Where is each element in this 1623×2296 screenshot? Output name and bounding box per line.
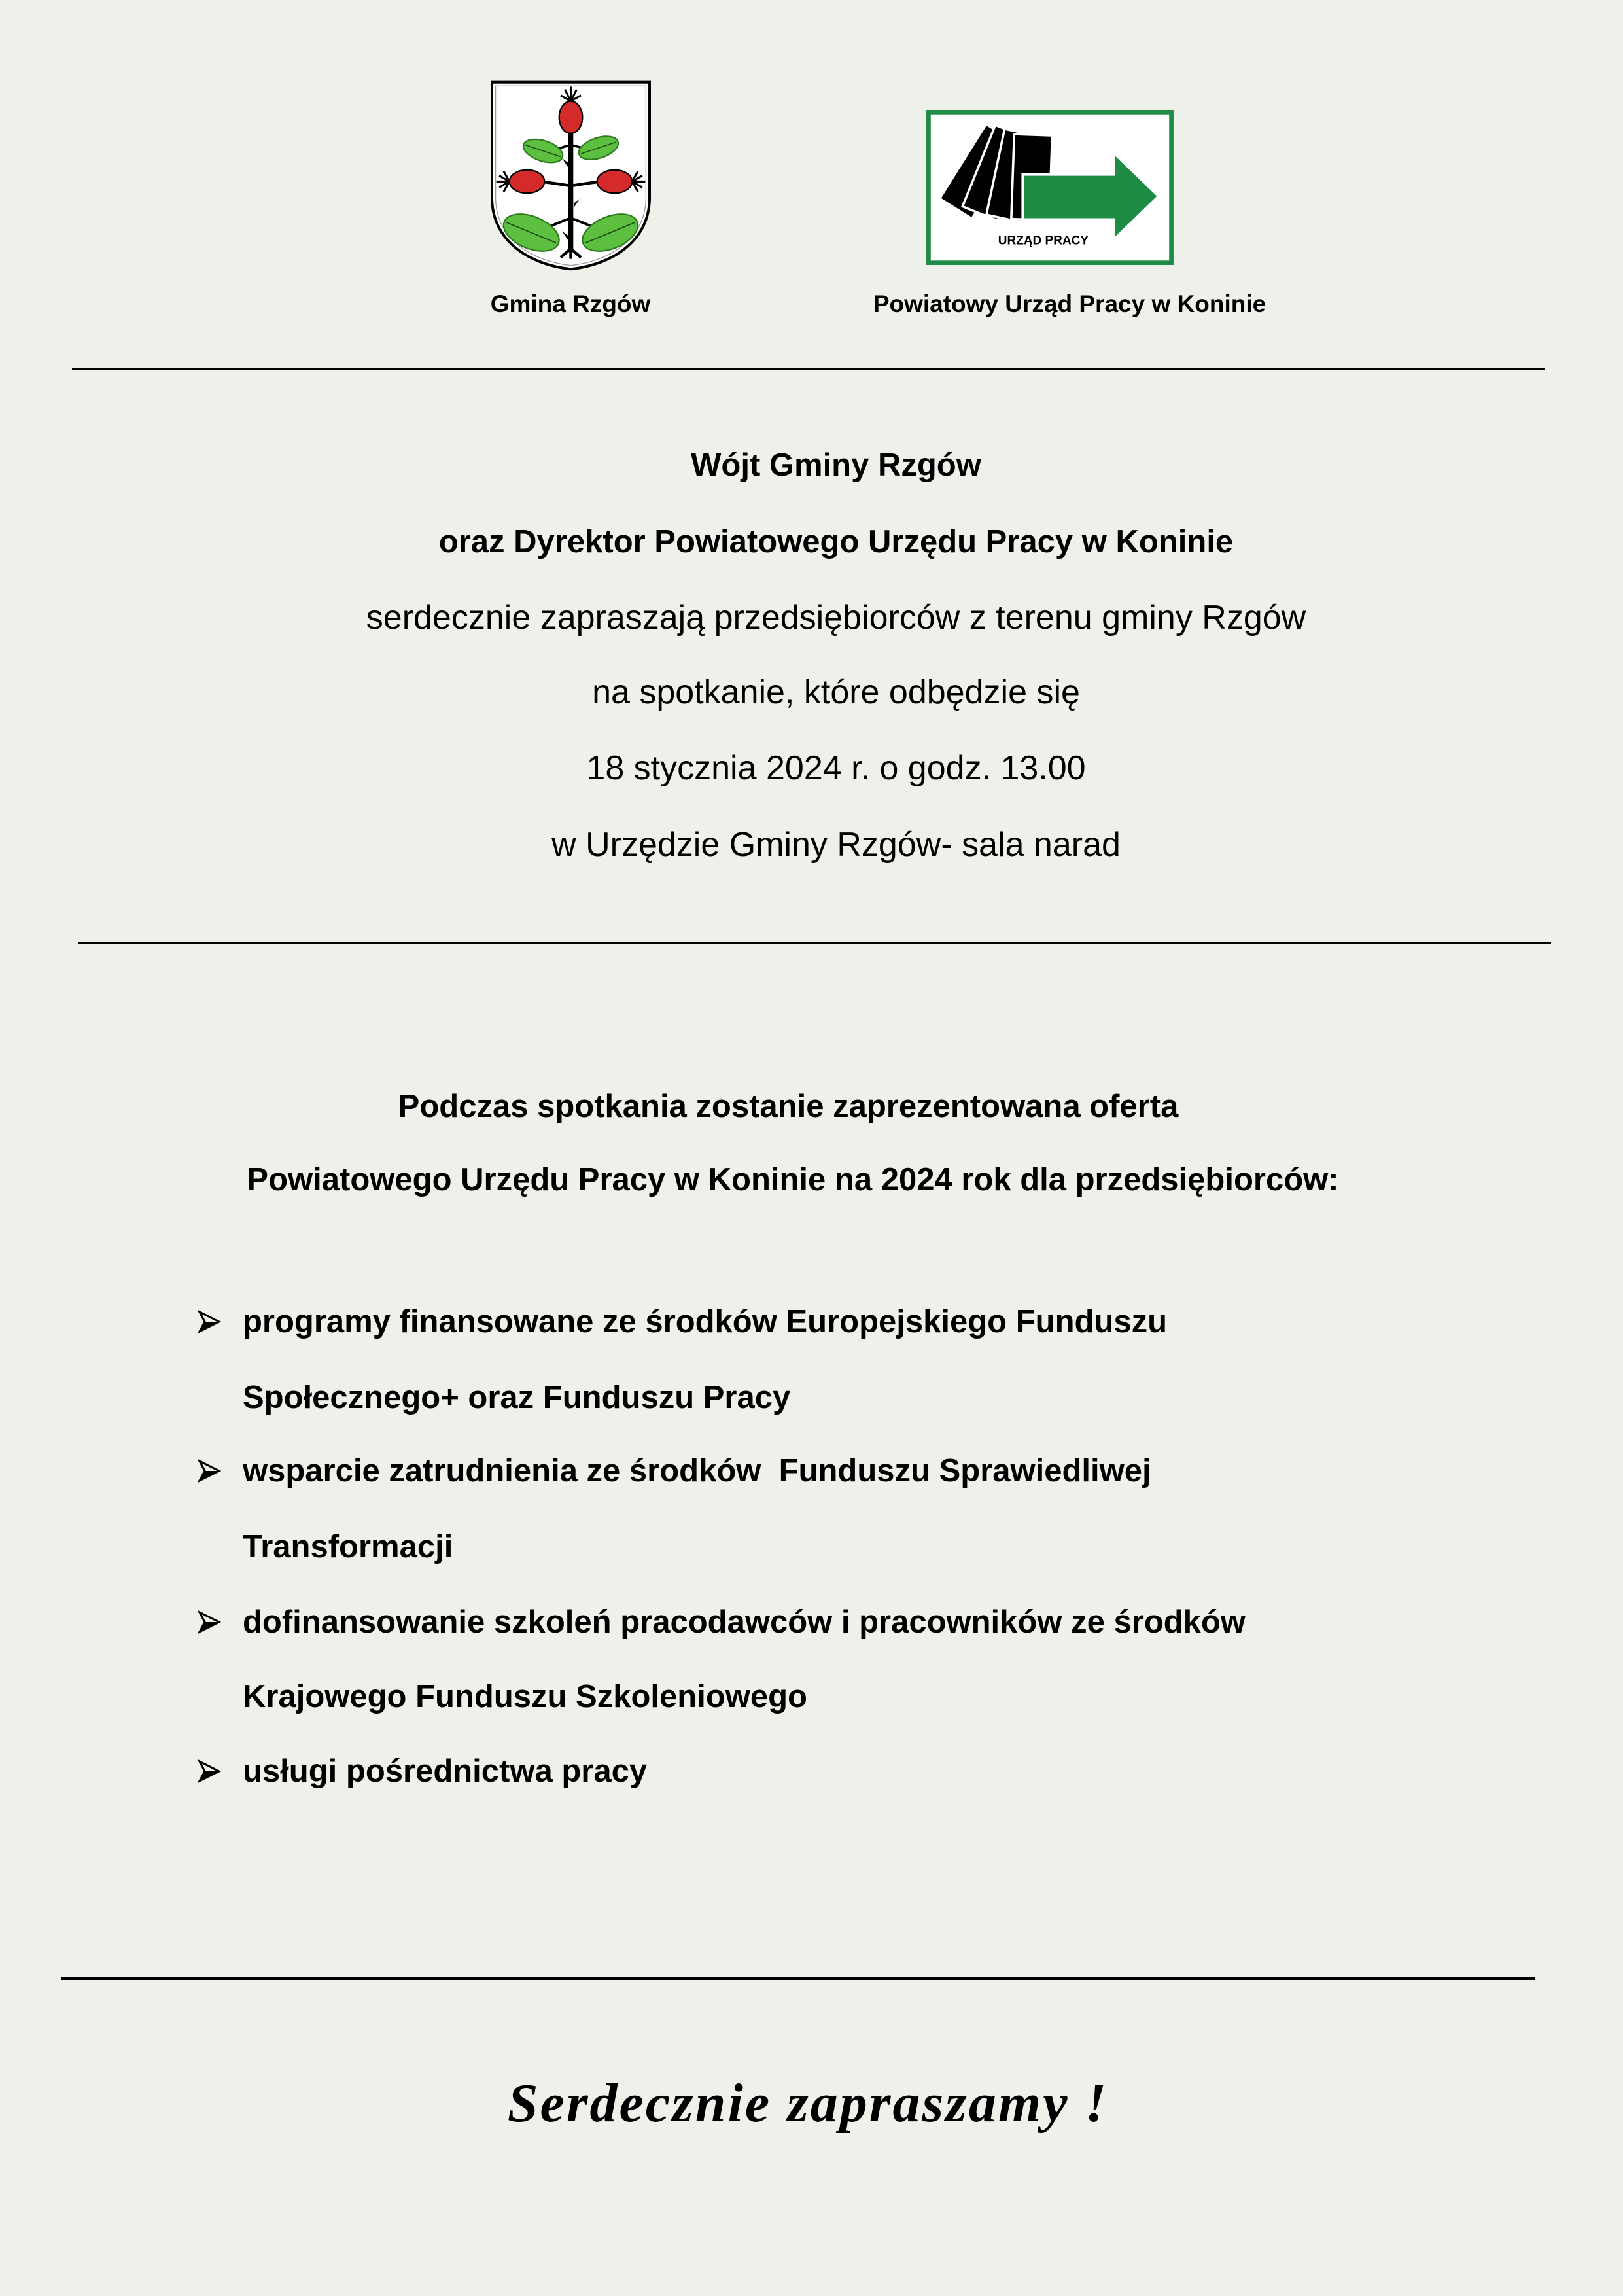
gmina-rzgow-coat-of-arms [487, 78, 654, 274]
list-item-continuation: Krajowego Funduszu Szkoleniowego [243, 1679, 807, 1714]
invitation-date-line: 18 stycznia 2024 r. o godz. 13.00 [586, 749, 1086, 787]
arrow-bullet-icon [198, 1759, 221, 1783]
list-item: programy finansowane ze środków Europejskiego Funduszu [243, 1304, 1168, 1339]
closing-greeting: Serdecznie zapraszamy ! [507, 2073, 1109, 2134]
offer-intro-line: Podczas spotkania zostanie zaprezentowana oferta [398, 1089, 1179, 1124]
offer-intro-line: Powiatowego Urzędu Pracy w Koninie na 2024 rok dla przedsiębiorców: [247, 1162, 1339, 1197]
invitation-text-line: na spotkanie, które odbędzie się [592, 673, 1080, 711]
arrow-bullet-icon [198, 1459, 221, 1483]
urzad-pracy-caption: Powiatowy Urząd Pracy w Koninie [873, 291, 1266, 317]
gmina-rzgow-caption: Gmina Rzgów [490, 291, 651, 317]
invitation-cohost-line: oraz Dyrektor Powiatowego Urzędu Pracy w Koninie [438, 524, 1234, 559]
arrow-bullet-icon [198, 1610, 221, 1634]
list-item: dofinansowanie szkoleń pracodawców i pracowników ze środków [243, 1604, 1246, 1640]
horizontal-divider [78, 942, 1551, 944]
invitation-host-line: Wójt Gminy Rzgów [691, 448, 981, 483]
list-item-continuation: Społecznego+ oraz Funduszu Pracy [243, 1380, 791, 1415]
horizontal-divider [61, 1977, 1535, 1980]
horizontal-divider [72, 368, 1545, 370]
urzad-pracy-logo-text: URZĄD PRACY [998, 234, 1089, 248]
invitation-venue-line: w Urzędzie Gminy Rzgów- sala narad [551, 826, 1121, 864]
arrow-bullet-icon [198, 1310, 221, 1333]
list-item: wsparcie zatrudnienia ze środków Funduszu Sprawiedliwej [243, 1453, 1151, 1489]
list-item-continuation: Transformacji [243, 1529, 453, 1564]
list-item: usługi pośrednictwa pracy [243, 1754, 648, 1789]
urzad-pracy-logo [926, 110, 1174, 265]
invitation-text-line: serdecznie zapraszają przedsiębiorców z terenu gminy Rzgów [366, 599, 1306, 637]
